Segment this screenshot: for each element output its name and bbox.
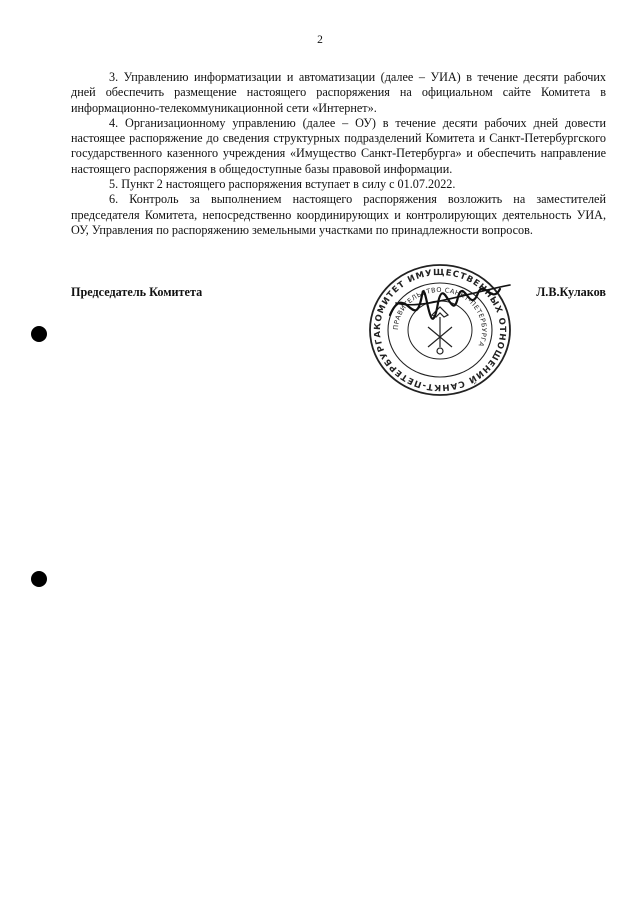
signatory-name: Л.В.Кулаков	[536, 285, 606, 299]
seal-emblem	[428, 307, 452, 354]
signatory-title: Председатель Комитета	[71, 285, 203, 299]
paragraph-4: 4. Организационному управлению (далее – ОУ) в течение десяти рабочих дней довести настоящее распоряжение до сведения структурных подразделений Комитета и Санкт-Петербургского государственного казенного учреждения «Имущество Санкт-Петербурга» и обеспечить направление настоящего распоряжения в общедоступные базы правовой информации.	[71, 115, 606, 176]
paragraph-5: 5. Пункт 2 настоящего распоряжения вступает в силу с 01.07.2022.	[109, 177, 456, 192]
paragraph-6: 6. Контроль за выполнением настоящего распоряжения возложить на заместителей председателя Комитета, непосредственно координирующих и контролирующих деятельность УИА, ОУ, Управления по распоряжению земельными участками по принадлежности вопросов.	[71, 192, 606, 237]
seal-outer-textpath: КОМИТЕТ ИМУЩЕСТВЕННЫХ ОТНОШЕНИЙ САНКТ-ПЕТЕРБУРГА	[372, 267, 508, 393]
seal-inner-textpath: ПРАВИТЕЛЬСТВО САНКТ-ПЕТЕРБУРГА	[391, 285, 489, 349]
punch-hole-bottom	[31, 571, 47, 587]
paragraph-3: 3. Управлению информатизации и автоматизации (далее – УИА) в течение десяти рабочих дней обеспечить размещение настоящего распоряжения на официальном сайте Комитета в информационно-телекоммуникационной сети «Интернет».	[71, 70, 606, 115]
document-body	[71, 70, 606, 238]
page-number: 2	[317, 34, 323, 46]
punch-hole-top	[31, 326, 47, 342]
official-seal	[360, 255, 520, 405]
